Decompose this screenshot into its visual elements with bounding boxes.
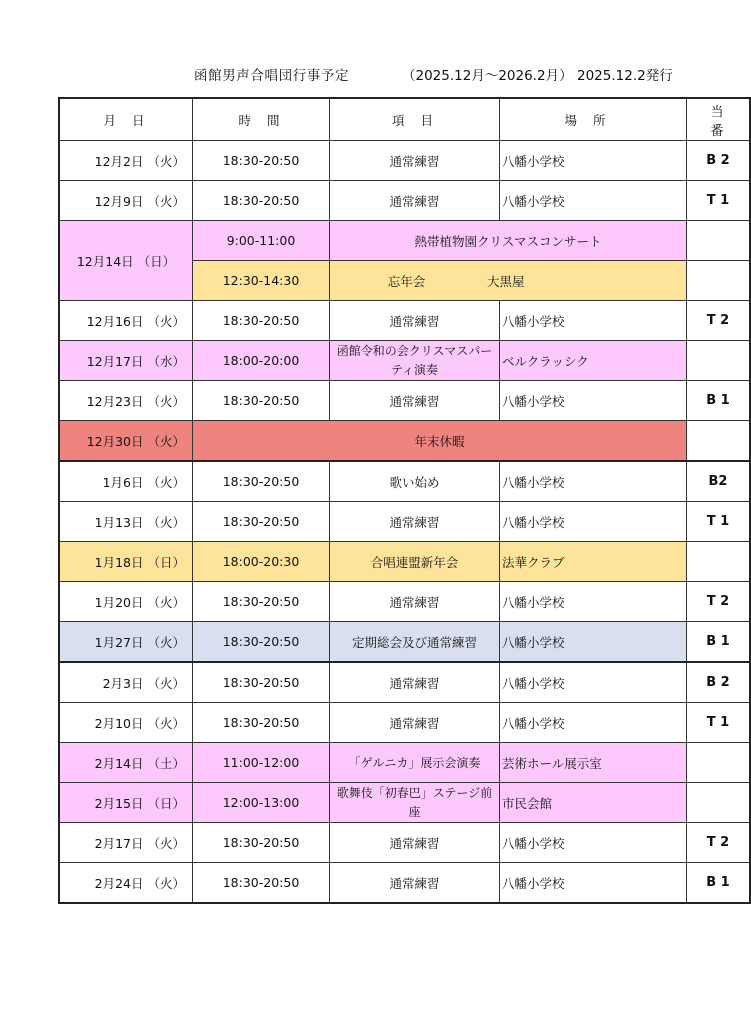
table-row: [59, 421, 750, 462]
row-place: 八幡小学校: [500, 703, 687, 743]
table-row: [59, 301, 750, 341]
document-title: 函館男声合唱団行事予定: [194, 68, 350, 84]
table-row: [59, 381, 750, 421]
row-time: 18:30-20:50: [193, 301, 330, 341]
table-header-row: [59, 98, 750, 141]
header-time: 時間: [193, 98, 330, 141]
row-event: 歌舞伎「初春巴」ステージ前座: [330, 783, 500, 823]
row-place: 八幡小学校: [500, 662, 687, 703]
row-time: 18:30-20:50: [193, 823, 330, 863]
table-row: [59, 341, 750, 381]
row-time: 12:00-13:00: [193, 783, 330, 823]
row-date: 2月3日 （火）: [59, 662, 193, 703]
table-row: [59, 582, 750, 622]
row-duty: B 2: [687, 662, 751, 703]
row-place: 八幡小学校: [500, 381, 687, 421]
row-date: 2月24日 （火）: [59, 863, 193, 904]
table-row: [59, 221, 750, 261]
row-time: 18:30-20:50: [193, 662, 330, 703]
header-place: 場所: [500, 98, 687, 141]
row-time: 12:30-14:30: [193, 261, 330, 301]
row-event: 通常練習: [330, 703, 500, 743]
row-time: 18:00-20:00: [193, 341, 330, 381]
row-time: 18:30-20:50: [193, 141, 330, 181]
row-event-place: [330, 261, 687, 301]
row-date: 2月10日 （火）: [59, 703, 193, 743]
row-event: 年末休暇: [193, 421, 687, 462]
row-event: 通常練習: [330, 301, 500, 341]
row-event: 定期総会及び通常練習: [330, 622, 500, 663]
table-row: [59, 863, 750, 904]
row-time: 18:30-20:50: [193, 461, 330, 502]
row-place: 八幡小学校: [500, 301, 687, 341]
table-row: [59, 662, 750, 703]
table-row: [59, 823, 750, 863]
row-date: 2月17日 （火）: [59, 823, 193, 863]
row-duty: [687, 421, 751, 462]
row-duty: T 1: [687, 502, 751, 542]
row-duty: B 1: [687, 622, 751, 663]
table-row: [59, 622, 750, 663]
row-date: 12月23日 （火）: [59, 381, 193, 421]
row-event: 通常練習: [330, 181, 500, 221]
row-place: 八幡小学校: [500, 622, 687, 663]
row-place: 八幡小学校: [500, 823, 687, 863]
schedule-period: （2025.12月～2026.2月）: [402, 68, 573, 84]
row-date: 12月16日 （火）: [59, 301, 193, 341]
row-event: 熱帯植物園クリスマスコンサート: [330, 221, 687, 261]
row-time: 18:30-20:50: [193, 502, 330, 542]
row-place: ベルクラッシク: [500, 341, 687, 381]
row-place: 八幡小学校: [500, 502, 687, 542]
document-header: [0, 64, 724, 86]
row-time: 9:00-11:00: [193, 221, 330, 261]
row-duty: B2: [687, 461, 751, 502]
row-date: 1月20日 （火）: [59, 582, 193, 622]
table-row: [59, 181, 750, 221]
row-date: 12月17日 （水）: [59, 341, 193, 381]
row-date: 2月15日 （日）: [59, 783, 193, 823]
row-event: 通常練習: [330, 502, 500, 542]
schedule-table: [58, 97, 751, 904]
table-row: [59, 542, 750, 582]
row-duty: B 1: [687, 863, 751, 904]
row-event: 通常練習: [330, 823, 500, 863]
row-place: 法華クラブ: [500, 542, 687, 582]
row-date: 2月14日 （土）: [59, 743, 193, 783]
row-time: 18:30-20:50: [193, 582, 330, 622]
row-duty: T 1: [687, 703, 751, 743]
row-date: 12月30日 （火）: [59, 421, 193, 462]
row-event: 忘年会: [387, 273, 426, 289]
row-duty: [687, 221, 751, 261]
table-row: [59, 502, 750, 542]
row-time: 18:30-20:50: [193, 381, 330, 421]
row-place: 八幡小学校: [500, 181, 687, 221]
row-place: 八幡小学校: [500, 461, 687, 502]
row-time: 11:00-12:00: [193, 743, 330, 783]
row-duty: [687, 261, 751, 301]
table-row: [59, 141, 750, 181]
row-date: 12月2日 （火）: [59, 141, 193, 181]
issue-date: 2025.12.2発行: [577, 68, 673, 84]
row-duty: [687, 542, 751, 582]
row-event: 歌い始め: [330, 461, 500, 502]
row-date: 12月9日 （火）: [59, 181, 193, 221]
row-place: 芸術ホール展示室: [500, 743, 687, 783]
header-event: 項目: [330, 98, 500, 141]
row-date: 12月14日 （日）: [59, 221, 193, 301]
row-event: 「ゲルニカ」展示会演奏: [330, 743, 500, 783]
row-event: 通常練習: [330, 141, 500, 181]
row-duty: T 2: [687, 823, 751, 863]
row-duty: T 2: [687, 301, 751, 341]
row-place: 八幡小学校: [500, 582, 687, 622]
row-event: 通常練習: [330, 381, 500, 421]
table-row: [59, 743, 750, 783]
row-event: 函館令和の会クリスマスパーティ演奏: [330, 341, 500, 381]
row-time: 18:00-20:30: [193, 542, 330, 582]
row-event: 通常練習: [330, 662, 500, 703]
row-duty: B 2: [687, 141, 751, 181]
header-date: 月日: [59, 98, 193, 141]
row-time: 18:30-20:50: [193, 863, 330, 904]
row-duty: [687, 783, 751, 823]
row-place: 八幡小学校: [500, 141, 687, 181]
row-duty: [687, 743, 751, 783]
row-time: 18:30-20:50: [193, 181, 330, 221]
table-row: [59, 783, 750, 823]
row-date: 1月13日 （火）: [59, 502, 193, 542]
row-event: 通常練習: [330, 863, 500, 904]
row-place: 大黒屋: [487, 273, 525, 289]
table-row: [59, 703, 750, 743]
row-date: 1月27日 （火）: [59, 622, 193, 663]
header-duty: 当番: [687, 98, 751, 141]
row-time: 18:30-20:50: [193, 703, 330, 743]
row-duty: B 1: [687, 381, 751, 421]
row-date: 1月18日 （日）: [59, 542, 193, 582]
table-row: [59, 461, 750, 502]
row-duty: [687, 341, 751, 381]
row-event: 通常練習: [330, 582, 500, 622]
row-date: 1月6日 （火）: [59, 461, 193, 502]
row-time: 18:30-20:50: [193, 622, 330, 663]
row-event: 合唱連盟新年会: [330, 542, 500, 582]
row-place: 八幡小学校: [500, 863, 687, 904]
row-duty: T 1: [687, 181, 751, 221]
row-duty: T 2: [687, 582, 751, 622]
row-place: 市民会館: [500, 783, 687, 823]
